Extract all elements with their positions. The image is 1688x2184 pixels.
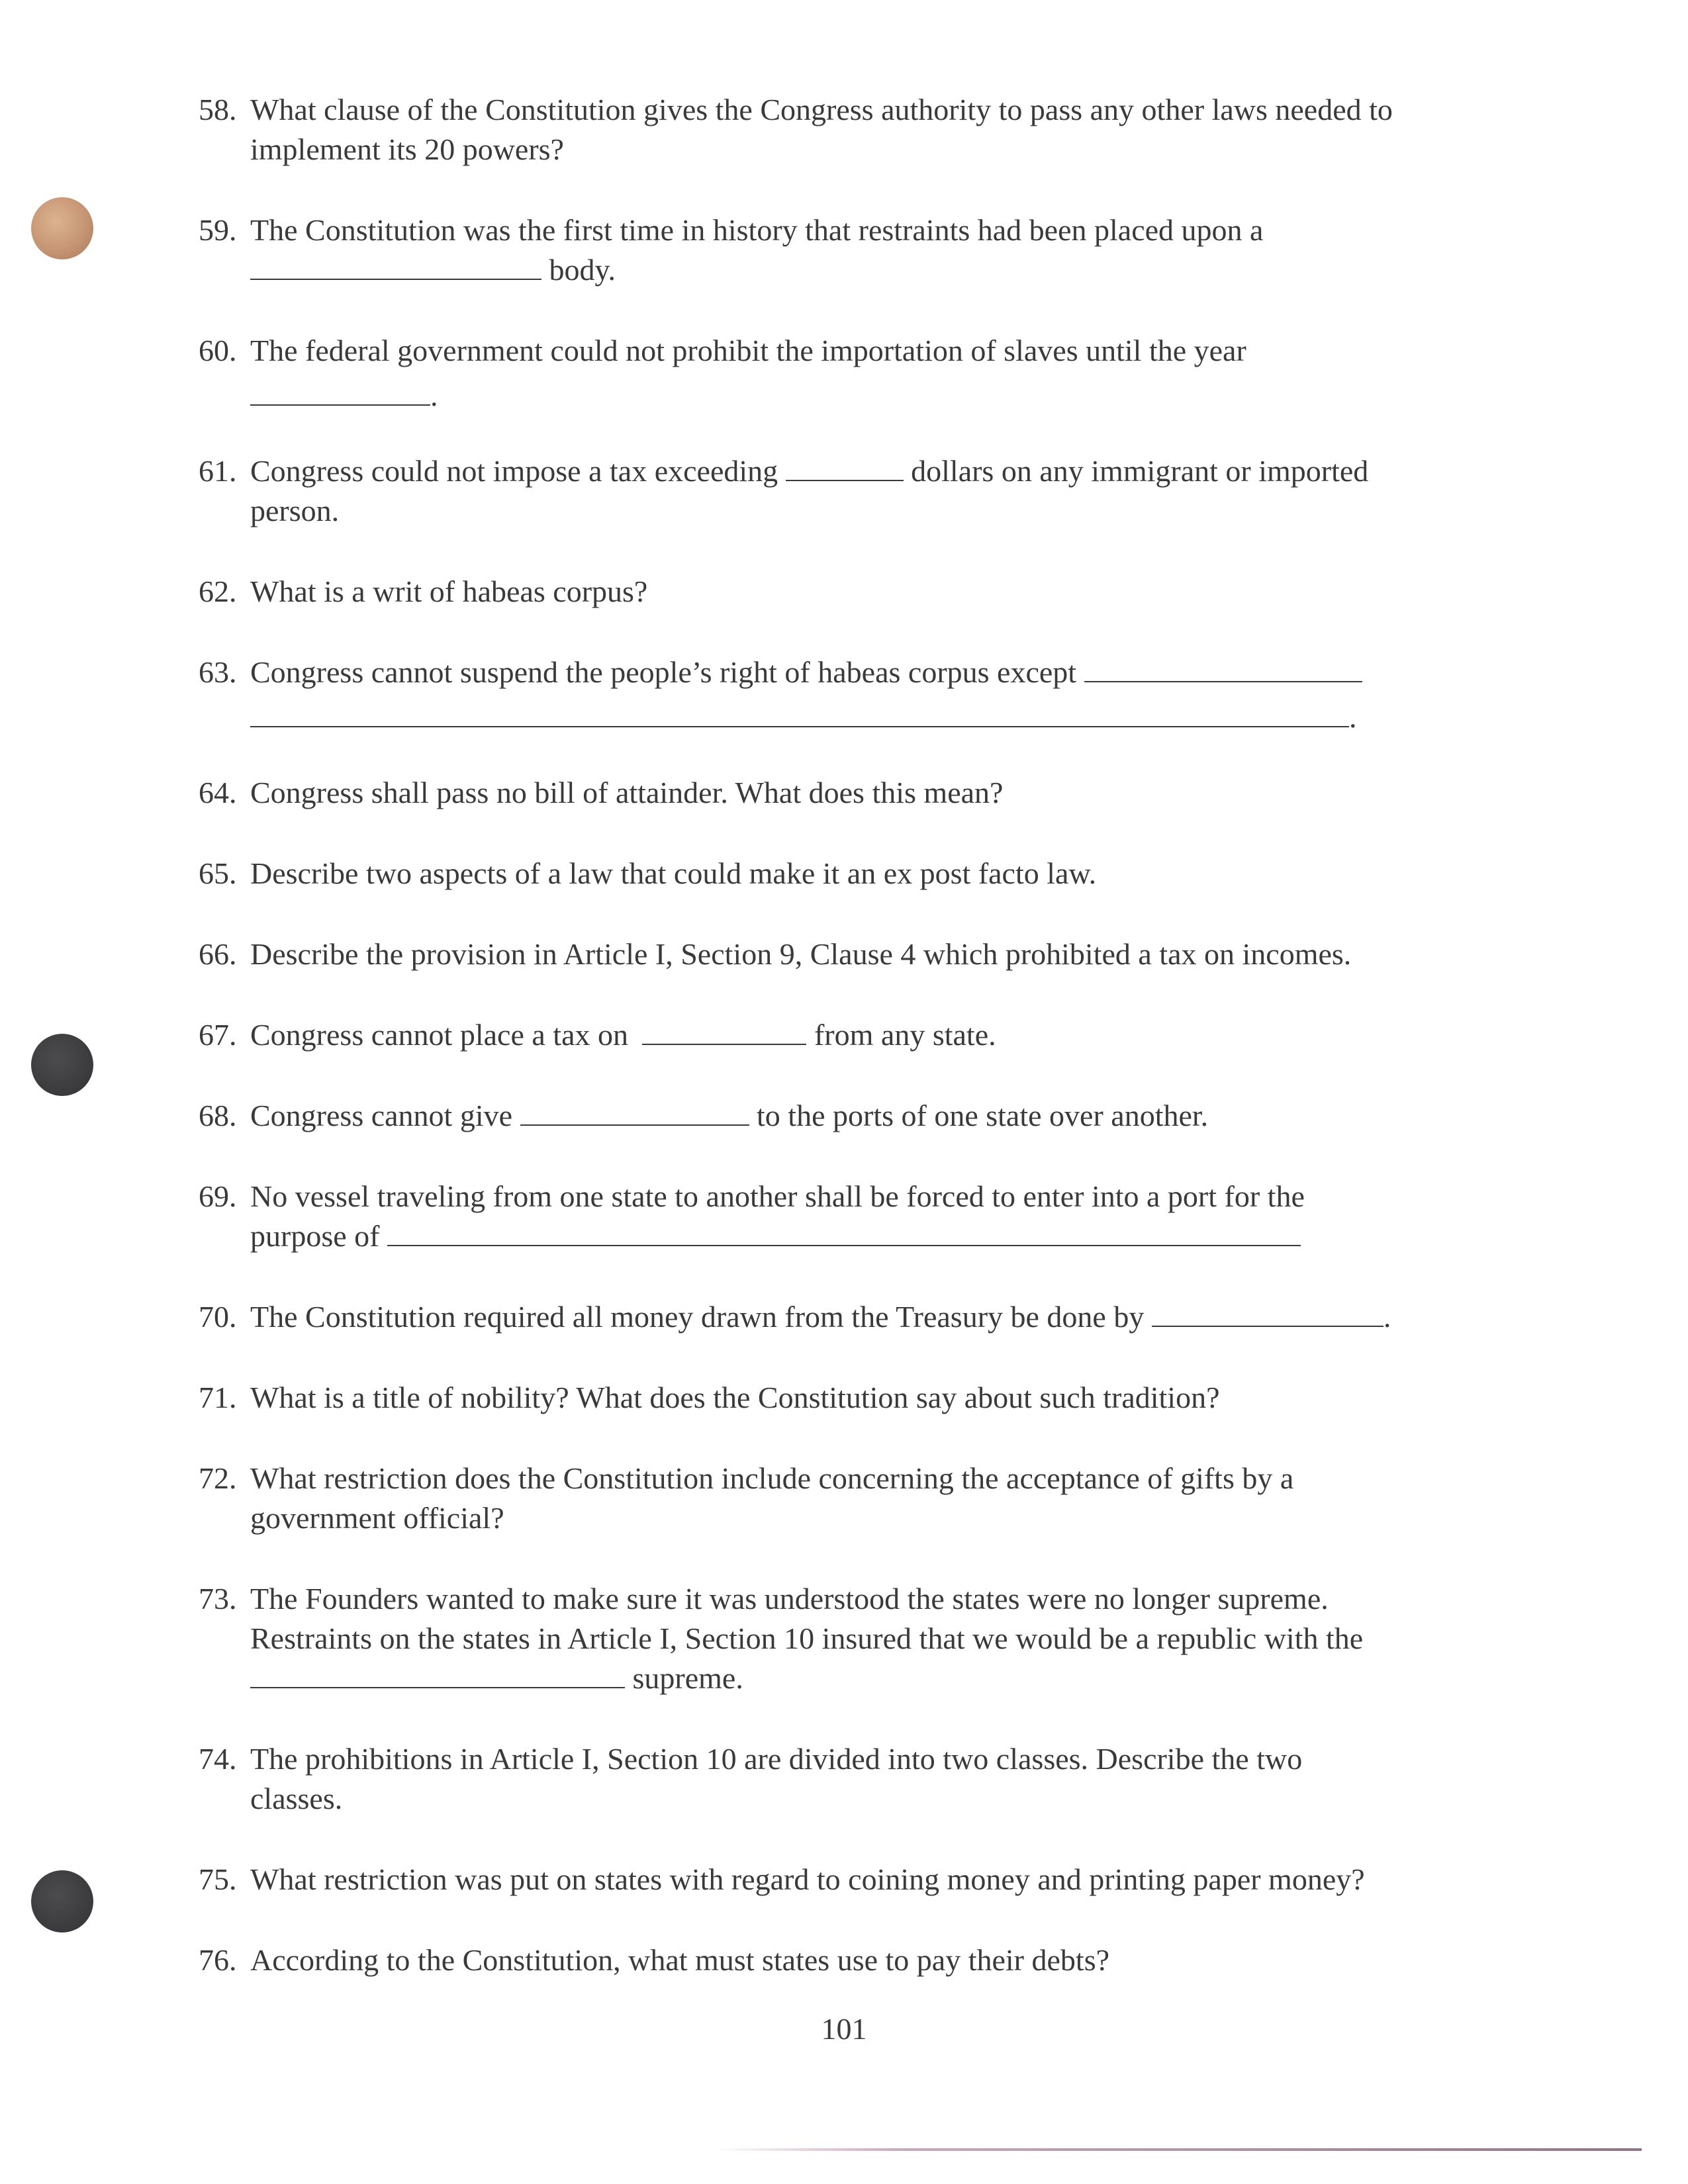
- question-71: [199, 1378, 1496, 1418]
- question-number: 71.: [199, 1381, 237, 1414]
- question-text: from any state.: [814, 1018, 996, 1052]
- answer-blank[interactable]: [387, 1218, 1301, 1246]
- question-63: [199, 653, 1496, 737]
- question-number: 74.: [199, 1742, 237, 1776]
- question-text: What is a writ of habeas corpus?: [250, 574, 648, 608]
- answer-blank[interactable]: [250, 252, 541, 280]
- question-number: 65.: [199, 856, 237, 890]
- question-text: What clause of the Constitution gives the Congress authority to pass any other laws needed to: [250, 93, 1393, 126]
- question-67: [199, 1015, 1496, 1055]
- question-75: [199, 1860, 1496, 1899]
- punch-hole-bottom: [31, 1870, 93, 1933]
- answer-blank[interactable]: [250, 700, 1349, 727]
- question-60: [199, 331, 1496, 416]
- answer-blank[interactable]: [1152, 1299, 1383, 1327]
- question-text: What restriction was put on states with regard to coining money and printing paper money?: [250, 1862, 1365, 1896]
- question-number: 64.: [199, 776, 237, 809]
- question-text: implement its 20 powers?: [250, 132, 564, 166]
- question-number: 61.: [199, 454, 237, 488]
- punch-hole-top: [31, 197, 93, 259]
- question-73: [199, 1579, 1496, 1698]
- bottom-edge-line: [715, 2148, 1642, 2151]
- question-text: to the ports of one state over another.: [757, 1099, 1209, 1132]
- question-number: 58.: [199, 93, 237, 126]
- question-text: body.: [549, 253, 616, 287]
- question-text: Describe two aspects of a law that could make it an ex post facto law.: [250, 856, 1097, 890]
- question-text: .: [1383, 1300, 1391, 1334]
- question-text: The Constitution was the first time in history that restraints had been placed upon a: [250, 213, 1264, 247]
- answer-blank[interactable]: [250, 1661, 625, 1688]
- page-number: 101: [821, 2012, 867, 2046]
- question-59: [199, 210, 1496, 290]
- question-68: [199, 1096, 1496, 1136]
- question-number: 60.: [199, 334, 237, 367]
- question-text: The prohibitions in Article I, Section 10 are divided into two classes. Describe the two: [250, 1742, 1303, 1776]
- question-72: [199, 1459, 1496, 1538]
- question-number: 72.: [199, 1461, 237, 1495]
- question-number: 63.: [199, 655, 237, 689]
- question-text: dollars on any immigrant or imported: [911, 454, 1369, 488]
- punch-hole-middle: [31, 1034, 93, 1096]
- question-text: No vessel traveling from one state to another shall be forced to enter into a port for the: [250, 1179, 1305, 1213]
- question-text: person.: [250, 494, 340, 527]
- answer-blank[interactable]: [250, 378, 430, 406]
- question-text: Describe the provision in Article I, Section 9, Clause 4 which prohibited a tax on incomes.: [250, 937, 1352, 971]
- question-70: [199, 1297, 1496, 1337]
- answer-blank[interactable]: [1084, 655, 1362, 682]
- answer-blank[interactable]: [642, 1017, 806, 1045]
- question-text: Congress cannot suspend the people’s right of habeas corpus except: [250, 655, 1077, 689]
- question-62: [199, 572, 1496, 612]
- question-number: 73.: [199, 1582, 237, 1615]
- question-text: purpose of: [250, 1219, 380, 1253]
- question-text: supreme.: [632, 1661, 743, 1695]
- question-66: [199, 934, 1496, 974]
- question-text: Congress cannot place a tax on: [250, 1018, 628, 1052]
- question-text: What restriction does the Constitution include concerning the acceptance of gifts by a: [250, 1461, 1294, 1495]
- question-number: 76.: [199, 1943, 237, 1977]
- answer-blank[interactable]: [786, 453, 904, 481]
- question-text: classes.: [250, 1782, 343, 1815]
- question-number: 68.: [199, 1099, 237, 1132]
- question-text: Congress could not impose a tax exceeding: [250, 454, 778, 488]
- question-number: 70.: [199, 1300, 237, 1334]
- question-65: [199, 854, 1496, 893]
- question-text: The Founders wanted to make sure it was understood the states were no longer supreme.: [250, 1582, 1329, 1615]
- question-74: [199, 1739, 1496, 1819]
- question-text: Restraints on the states in Article I, Section 10 insured that we would be a republic with the: [250, 1621, 1364, 1655]
- question-text: What is a title of nobility? What does the Constitution say about such tradition?: [250, 1381, 1220, 1414]
- question-text: Congress cannot give: [250, 1099, 513, 1132]
- question-text: .: [430, 379, 438, 412]
- answer-blank[interactable]: [520, 1098, 749, 1126]
- question-58: [199, 90, 1496, 169]
- question-text: The Constitution required all money drawn from the Treasury be done by: [250, 1300, 1145, 1334]
- question-76: [199, 1940, 1496, 1980]
- question-text: According to the Constitution, what must states use to pay their debts?: [250, 1943, 1110, 1977]
- question-text: government official?: [250, 1501, 504, 1535]
- question-text: The federal government could not prohibit the importation of slaves until the year: [250, 334, 1246, 367]
- question-number: 66.: [199, 937, 237, 971]
- question-number: 62.: [199, 574, 237, 608]
- question-64: [199, 773, 1496, 813]
- question-text: Congress shall pass no bill of attainder. What does this mean?: [250, 776, 1004, 809]
- question-number: 67.: [199, 1018, 237, 1052]
- question-text: .: [1349, 700, 1357, 734]
- question-number: 75.: [199, 1862, 237, 1896]
- question-number: 59.: [199, 213, 237, 247]
- question-69: [199, 1177, 1496, 1256]
- question-61: [199, 451, 1496, 531]
- question-number: 69.: [199, 1179, 237, 1213]
